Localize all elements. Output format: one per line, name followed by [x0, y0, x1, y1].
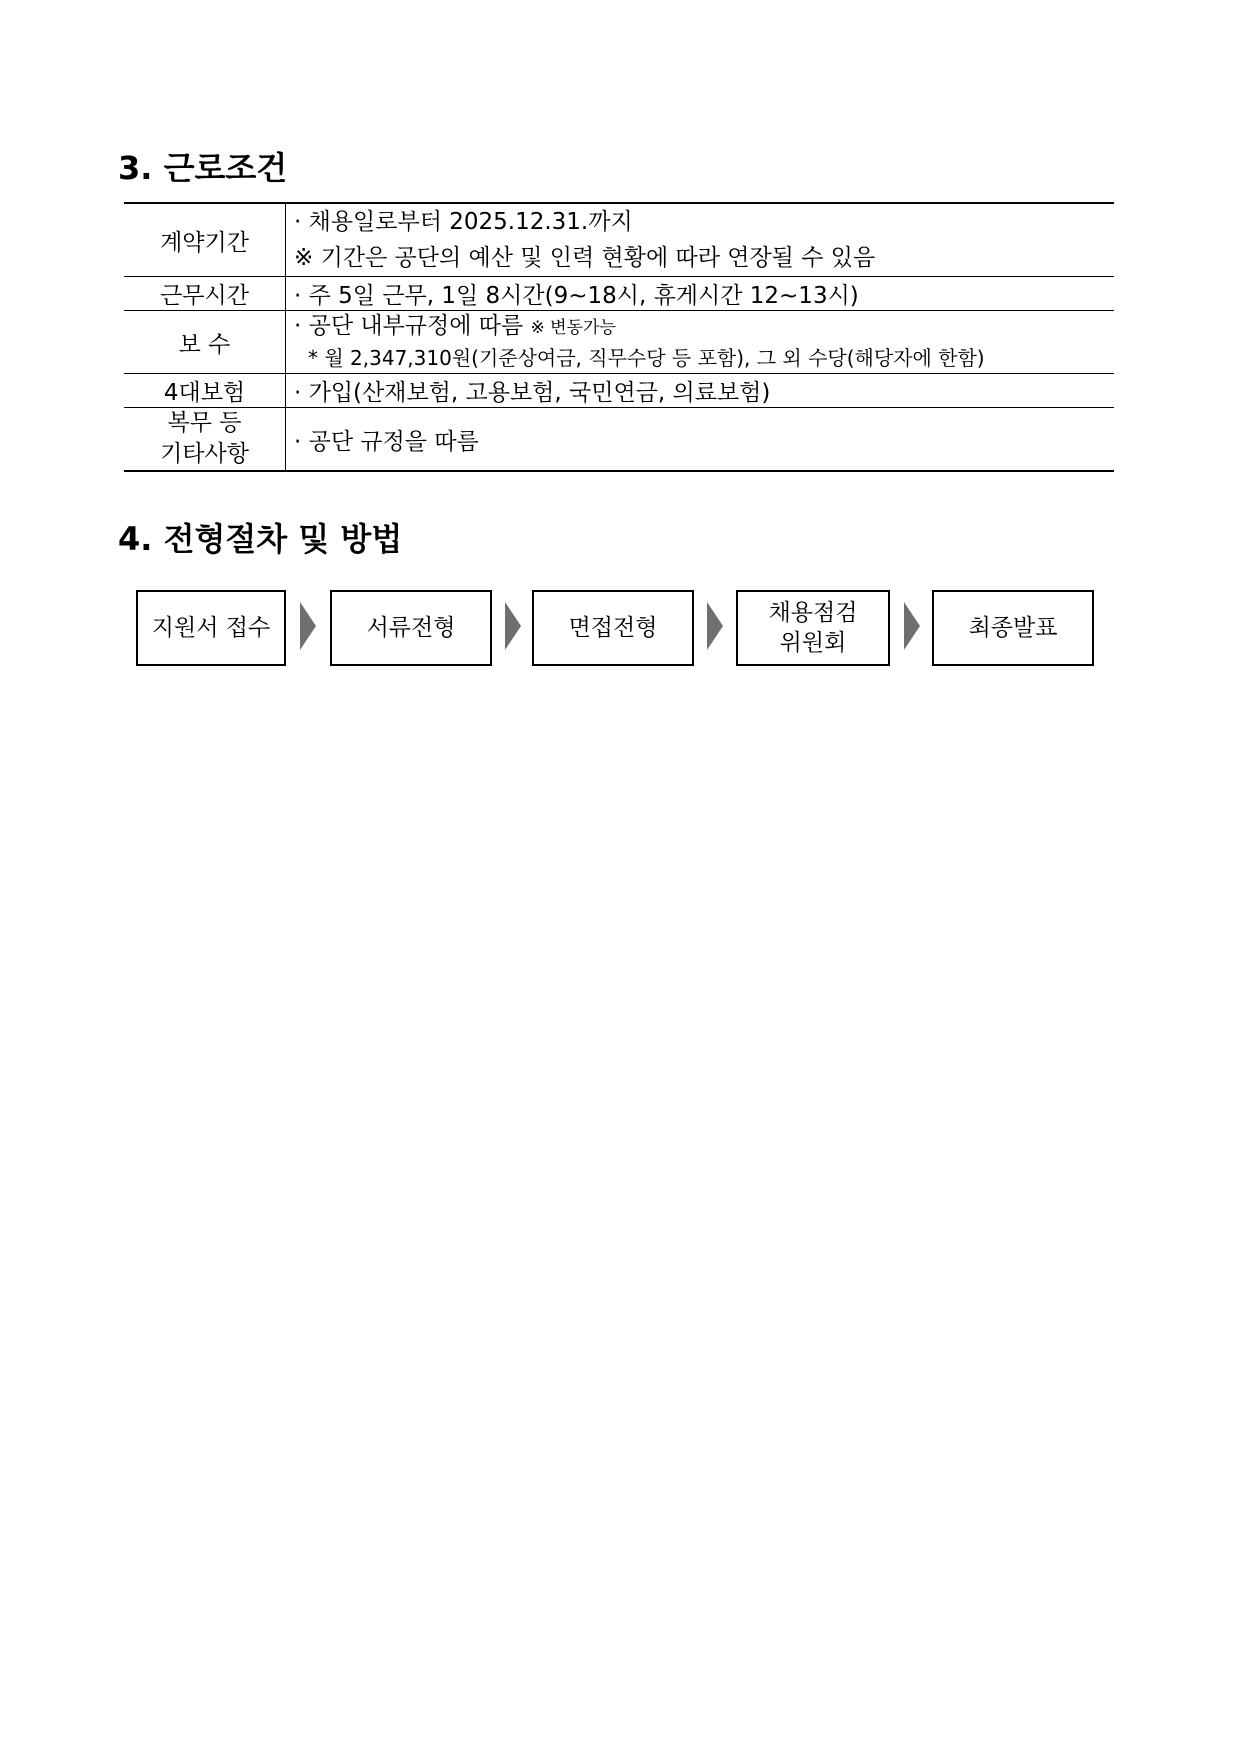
- other-terms-text: · 공단 규정을 따름: [286, 408, 1115, 472]
- selection-process-flow: [136, 590, 1096, 666]
- row-label: 계약기간: [124, 203, 286, 277]
- step-document-screening: 서류전형: [330, 590, 492, 666]
- insurance-text: · 가입(산재보험, 고용보험, 국민연금, 의료보험): [286, 374, 1115, 408]
- salary-rule-text: · 공단 내부규정에 따름: [294, 313, 524, 339]
- row-label: 근무시간: [124, 277, 286, 311]
- row-label-line: 복무 등: [167, 410, 242, 436]
- table-row: [124, 408, 1114, 472]
- arrow-right-icon: [707, 602, 723, 650]
- contract-period-text: · 채용일로부터 2025.12.31.까지: [294, 209, 633, 235]
- step-label-line: 채용점검: [768, 600, 858, 626]
- row-label-line: 기타사항: [160, 441, 249, 467]
- section4-title: 4. 전형절차 및 방법: [118, 520, 403, 558]
- salary-line: [294, 311, 1106, 343]
- section3-title: 3. 근로조건: [118, 149, 288, 187]
- arrow-right-icon: [904, 602, 920, 650]
- step-interview: 면접전형: [532, 590, 694, 666]
- row-label: [124, 408, 286, 472]
- salary-amount-text: * 월 2,347,310원(기준상여금, 직무수당 등 포함), 그 외 수당(해당자에 한함): [308, 346, 985, 370]
- row-label: 4대보험: [124, 374, 286, 408]
- step-label-line: 위원회: [779, 630, 847, 656]
- row-content: [286, 203, 1115, 277]
- working-conditions-table: [124, 202, 1114, 472]
- salary-variable-note: ※ 변동가능: [530, 318, 616, 338]
- step-application: 지원서 접수: [136, 590, 286, 666]
- table-row: [124, 311, 1114, 374]
- row-label: 보 수: [124, 311, 286, 374]
- table-row: [124, 203, 1114, 277]
- step-hiring-review-committee: [736, 590, 890, 666]
- row-content: [286, 311, 1115, 374]
- table-row: [124, 277, 1114, 311]
- working-hours-text: · 주 5일 근무, 1일 8시간(9~18시, 휴게시간 12~13시): [286, 277, 1115, 311]
- table-row: [124, 374, 1114, 408]
- arrow-right-icon: [300, 602, 316, 650]
- step-final-announcement: 최종발표: [932, 590, 1094, 666]
- contract-extension-note: ※ 기간은 공단의 예산 및 인력 현황에 따라 연장될 수 있음: [294, 245, 876, 271]
- arrow-right-icon: [505, 602, 521, 650]
